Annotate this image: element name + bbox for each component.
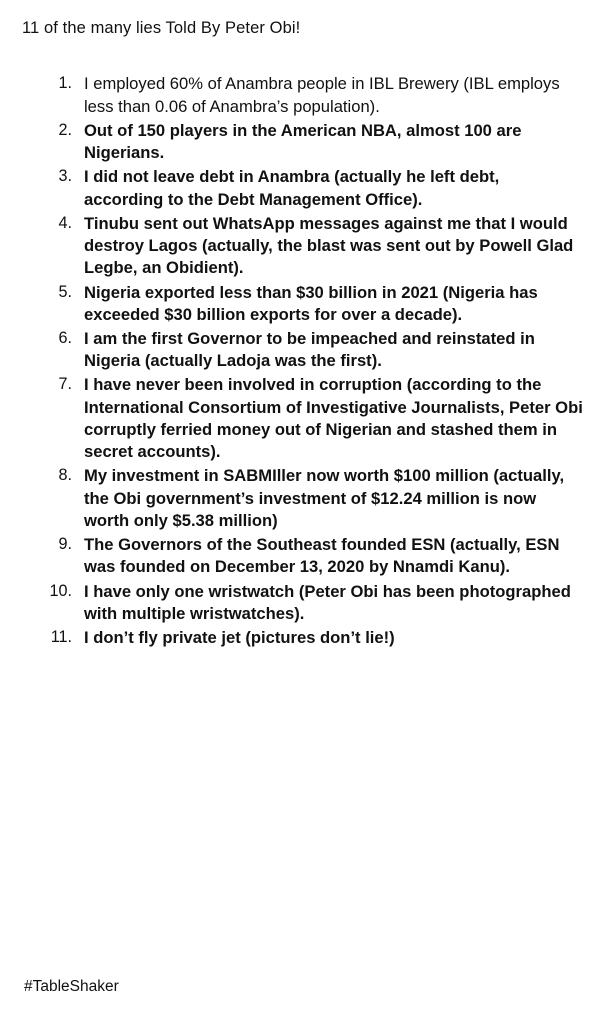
list-item-text: I have never been involved in corruption (according to the International Consortium of Investigative Journalists, Peter Obi corruptly ferried money out of Nigerian and stashed them in secret accounts). [84, 375, 583, 462]
list-item-text: I did not leave debt in Anambra (actually he left debt, according to the Debt Management Office). [84, 167, 500, 209]
list-item-text: Out of 150 players in the American NBA, almost 100 are Nigerians. [84, 120, 522, 163]
list-item [74, 73, 583, 117]
list-item [74, 166, 583, 210]
list-item-text: Nigeria exported less than $30 billion in 2021 (Nigeria has exceeded $30 billion exports for over a decade). [84, 282, 538, 324]
list-item-text: I am the first Governor to be impeached and reinstated in Nigeria (actually Ladoja was the first). [84, 329, 535, 371]
list-item-text: I don’t fly private jet (pictures don’t lie!) [84, 628, 395, 648]
list-item [74, 328, 583, 372]
page-title: 11 of the many lies Told By Peter Obi! [22, 19, 301, 37]
list-item [74, 213, 583, 280]
lies-list [22, 73, 583, 651]
list-item [74, 627, 583, 649]
list-item [74, 465, 583, 532]
list-item [74, 581, 583, 625]
hashtag-footer: #TableShaker [24, 978, 119, 995]
list-item-text: The Governors of the Southeast founded ESN (actually, ESN was founded on December 13, 2020 by Nnamdi Kanu). [84, 535, 560, 577]
list-item-text: Tinubu sent out WhatsApp messages against me that I would destroy Lagos (actually, the blast was sent out by Powell Glad Legbe, an Obidient). [84, 213, 574, 278]
list-item [74, 374, 583, 463]
list-item [74, 282, 583, 326]
list-item [74, 120, 583, 164]
list-item-text: I employed 60% of Anambra people in IBL Brewery (IBL employs less than 0.06 of Anambra’s population). [84, 74, 560, 116]
list-item-text: My investment in SABMIller now worth $100 million (actually, the Obi government’s investment of $12.24 million is now worth only $5.38 million) [84, 466, 565, 530]
list-item [74, 534, 583, 578]
list-item-text: I have only one wristwatch (Peter Obi has been photographed with multiple wristwatches). [84, 581, 571, 623]
